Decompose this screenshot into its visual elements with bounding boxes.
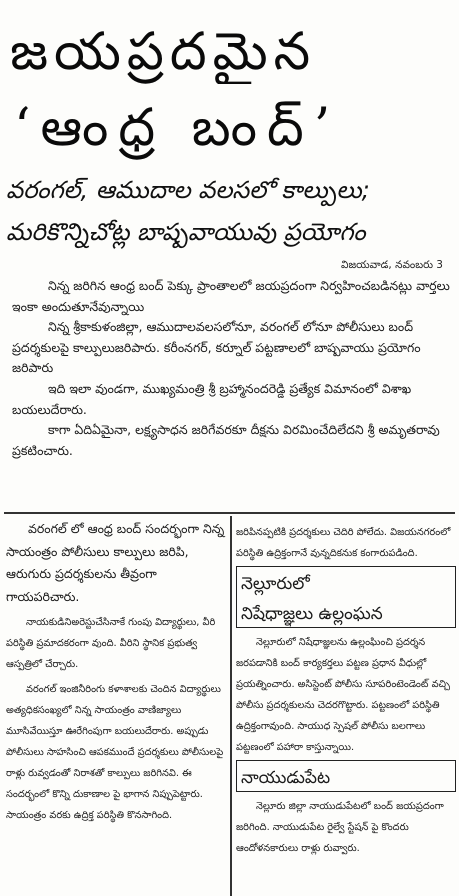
subheading-prohibitory-orders: నిషేధాజ్ఞలు ఉల్లంఘన xyxy=(241,604,383,624)
subheadline-line-2: మరికొన్నిచోట్ల బాష్పవాయువు ప్రయోగం xyxy=(6,218,366,246)
lead-paragraph-1: నిన్న జరిగిన ఆంధ్ర బంద్ పెక్కు ప్రాంతాలలో జయప్రదంగా నిర్వహించబడినట్లు వార్తలు ఇంకా అందుతూనేవున్నాయి xyxy=(12,278,450,314)
left-column xyxy=(6,518,226,896)
headline-line-1: జయప్రదమైన xyxy=(10,22,317,82)
right-column-paragraph-2: నెల్లూరులో నిషేధాజ్ఞలను ఉల్లంఘించి ప్రదర్శన జరపడానికి బంద్ కార్యకర్తలు పట్టణ ప్రధాన వీధుల్లో ప్రయత్నించారు. అసిస్టెంట్ పోలీసు సూపరింటెండెంట్ వచ్చి పోలీసు ప్రదర్శకులను చెదరగొట్టారు. పట్టణంలో పరిస్థితి ఉద్రిక్తంగావుంది. సాయుధ స్పెషల్ పోలీసు బలగాలు పట్టణంలో పహారా కాస్తున్నాయి. xyxy=(236,637,450,753)
lead-paragraph-2: నిన్న శ్రీకాకుళంజిల్లా, ఆముదాలవలసలోనూ, వరంగల్ లోనూ పోలీసులు బంద్ ప్రదర్శకులపై కాల్పులుజరిపారు. కరీంనగర్, కర్నూల్ పట్టణాలలో బాష్పవాయు ప్రయోగం జరిపారు xyxy=(12,319,421,376)
lead-article xyxy=(12,276,450,461)
right-column xyxy=(236,518,456,896)
naidupeta-subheading-box xyxy=(236,760,456,792)
lead-paragraph-3: ఇది ఇలా వుండగా, ముఖ్యమంత్రి శ్రీ బ్రహ్మానందరెడ్డి ప్రత్యేక విమానంలో విశాఖ బయలుదేరారు. xyxy=(12,380,412,417)
subheading-naidupeta: నాయుడుపేట xyxy=(241,768,331,788)
left-column-paragraph-3: వరంగల్ ఇంజినీరింగు కళాశాలకు చెందిన విద్యార్థులు అత్యధికసంఖ్యలో నిన్న సాయంత్రం వాణిజ్యాలు మూసివేయిస్తూ ఊరేగింపుగా బయలుదేరారు. అప్పుడు పోలీసులు సాహసించి ఆపకముందే ప్రదర్శకులు పోలీసులపై రాళ్లు రువ్వడంతో నిరాశతో కాల్పులు జరిగినవి. ఈ సందర్భంలో కొన్ని దుకాణాల పై భాగాన నిప్పుపెట్టారు. సాయంత్రం వరకు ఉద్రిక్త పరిస్థితి కొనసాగింది. xyxy=(6,684,224,821)
subheading-nellore: నెల్లూరులో xyxy=(241,574,310,594)
headline-line-2: ‘ఆంధ్ర బంద్’ xyxy=(14,98,341,158)
right-column-paragraph-3: నెల్లూరు జిల్లా నాయుడుపేటలో బంద్ జయప్రదంగా జరిగింది. నాయుడుపేట రైల్వే స్టేషన్ పై కొందరు ఆందోళనకారులు రాళ్లు రువ్వారు. xyxy=(236,801,444,854)
left-column-paragraph-2: నాయకుడినిఅరెస్టుచేసినాకే గుంపు విద్యార్థులు, వీరి పరిస్థితి ప్రమాదకరంగా వుంది. వీరిని స్థానిక ప్రభుత్వ ఆస్పత్రిలో చేర్చారు. xyxy=(6,617,216,670)
right-column-paragraph-1: జరిపినప్పటికి ప్రదర్శకులు చెదిరి పోలేదు. విజయనగరంలో పరిస్థితి ఉద్రిక్తంగానే వున్నదికనుక కంగారుపడింది. xyxy=(236,527,451,559)
left-column-paragraph-1: వరంగల్ లో ఆంధ్ర బంద్ సందర్భంగా నిన్న సాయంత్రం పోలీసులు కాల్పులు జరిపి, ఆరుగురు ప్రదర్శకులను తీవ్రంగా గాయపరిచారు. xyxy=(6,521,225,604)
subheadline-line-1: వరంగల్, ఆముదాల వలసలో కాల్పులు; xyxy=(6,176,370,204)
column-divider xyxy=(230,516,232,896)
nellore-subheading-box xyxy=(236,566,456,628)
section-divider xyxy=(4,512,455,514)
lead-paragraph-4: కాగా ఏదిఏమైనా, లక్ష్యసాధన జరిగేవరకూ దీక్షను విరమించేదిలేదని శ్రీ అమృతరావు ప్రకటించారు. xyxy=(12,422,440,458)
dateline: విజయవాడ, నవంబరు 3 xyxy=(340,259,443,271)
